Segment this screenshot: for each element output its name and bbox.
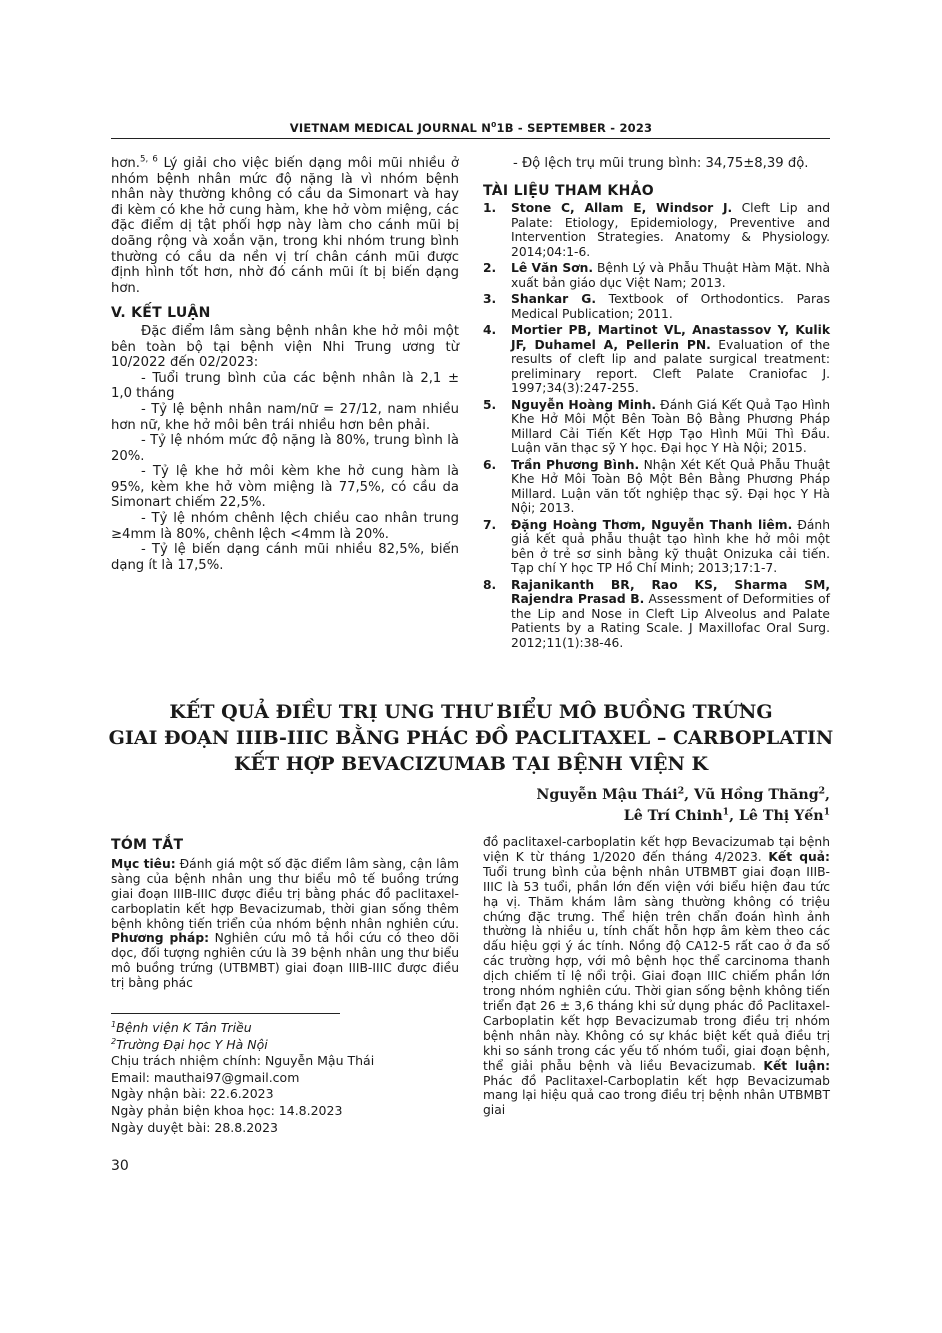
author-line: Nguyễn Mậu Thái$^2$, Vũ Hồng Thăng$^2$, [536,785,830,803]
reference-number: 4. [483,323,497,338]
issue-date: 1B - SEPTEMBER - 2023 [496,121,653,135]
discussion-paragraph: hơn.$^{5, 6}$ Lý giải cho việc biến dạng môi mũi nhiều ở nhóm bệnh nhân mức độ nặng là vì nhóm bệnh nhân này thường không có cầu da Simonart và hay đi kèm có khe hở cung hàm, khe hở vòm miệng, các đặc điểm dị tật phối hợp này làm cho cánh mũi bị doãng rộng và xoắn vặn, trong khi nhóm trung bình thường có cầu da nền vị trí chân cánh mũi được định hình tốt hơn, nhờ đó cánh mũi ít bị biến dạng hơn. [111,154,460,296]
footnote-line: Ngày duyệt bài: 28.8.2023 [111,1119,279,1135]
section-conclusion-title: V. KẾT LUẬN [111,305,211,322]
reference-number: 7. [483,517,497,532]
reference-item [483,261,830,290]
title-line: KẾT HỢP BEVACIZUMAB TẠI BỆNH VIỆN K [233,753,709,775]
reference-text: Evaluation of the results of cleft lip and palate surgical treatment: preliminary report. Cleft Palate Craniofac J. 1997;34(3):247-255. [511,337,830,396]
footnote-line: $^2$Trường Đại học Y Hà Nội [111,1035,268,1052]
author-name: Vũ Hồng Thăng [694,787,819,803]
footnote-line: Ngày nhận bài: 22.6.2023 [111,1086,274,1102]
reference-item [483,292,830,321]
reference-authors: Shankar G. [511,292,596,307]
title-line: GIAI ĐOẠN IIIB-IIIC BẰNG PHÁC ĐỒ PACLITAXEL – CARBOPLATIN [108,727,834,749]
reference-list [483,201,830,650]
reference-authors: Stone C, Allam E, Windsor J. [511,201,733,216]
author-name: Nguyễn Mậu Thái [536,787,678,803]
reference-text: Nhận Xét Kết Quả Phẫu Thuật Khe Hở Môi Toàn Bộ Một Bên Bằng Phương Pháp Millard. Luận văn tốt nghiệp thạc sỹ. Đại học Y Hà Nội; 2013. [511,457,830,516]
reference-authors: Lê Văn Sơn. [511,261,594,276]
footnote-line: Chịu trách nhiệm chính: Nguyễn Mậu Thái [111,1053,375,1069]
conclusion-bullet: - Tuổi trung bình của các bệnh nhân là 2,1 ± 1,0 tháng [111,370,459,402]
reference-text: Textbook of Orthodontics. Paras Medical Publication; 2011. [511,292,830,321]
abstract-right-column [483,835,830,1118]
reference-text: Đánh Giá Kết Quả Tạo Hình Khe Hở Môi Một Bên Toàn Bộ Bằng Phương Pháp Millard Cải Tiến Kết Hợp Tạo Hình Mũi Thì Đầu. Luận văn thạc sỹ Y học. Đại học Y Hà Nội; 2015. [511,397,830,456]
author-line: Lê Trí Chinh$^1$, Lê Thị Yến$^1$ [623,806,830,824]
conclusion-bullet: - Tỷ lệ khe hở môi kèm khe hở cung hàm là 95%, kèm khe hở vòm miệng là 77,5%, có cầu da Simonart chiếm 22,5%. [111,464,459,511]
reference-text: Đánh giá kết quả phẫu thuật tạo hình khe hở môi một bên ở trẻ sơ sinh bằng kỹ thuật Onizuka cải tiến. Tạp chí Y học TP Hồ Chí Minh; 2013;17:1-7. [511,517,830,576]
abstract-paragraph-continued: đồ paclitaxel-carboplatin kết hợp Bevacizumab tại bệnh viện K từ tháng 1/2020 đến tháng 4/2023. Kết quả: Tuổi trung bình của bệnh nhân UTBMBT giai đoạn IIIB-IIIC là 53 tuổi, phần lớn đến viện với biểu hiện đau tức hạ vị. Thăm khám lâm sàng thường không có triệu chứng đặc trưng. Thể hiện trên chẩn đoán hình ảnh thường là nhiều u, tính chất hỗn hợp âm kèm theo các dấu hiệu gợi ý ác tính. Nồng độ CA12-5 rất cao ở đa số các trường hợp, với mô bệnh học thể carcinoma thanh dịch chiếm tỉ lệ nổi trội. Giai đoạn IIIC chiếm phần lớn trong nhóm nghiên cứu. Thời gian sống bệnh không tiến triển đạt 26 ± 3,6 tháng khi sử dụng phác đồ Paclitaxel-Carboplatin kết hợp Bevacizumab trong điều trị nhóm bệnh nhân này. Không có sự khác biệt kết quả điều trị khi so sánh trong các yếu tố nhóm tuổi, giai đoạn bệnh, thể giải phẫu bệnh và liều Bevacizumab. Kết luận: Phác đồ Paclitaxel-Carboplatin kết hợp Bevacizumab mang lại hiệu quả cao trong điều trị bệnh nhân UTBMBT giai [483,835,831,1118]
reference-text: Cleft Lip and Palate: Etiology, Epidemiology, Preventive and Intervention Strategies. Anatomy & Physiology. 2014;04:1-6. [511,201,830,259]
abstract-paragraph: Mục tiêu: Đánh giá một số đặc điểm lâm sàng, cận lâm sàng của bệnh nhân ung thư biểu mô tế buồng trứng giai đoạn IIIB-IIIC được điều trị bằng phác đồ paclitaxel-carboplatin kết hợp Bevacizumab, thời gian sống thêm bệnh không tiến triển của nhóm bệnh nhân nghiên cứu. Phương pháp: Nghiên cứu mô tả hồi cứu có theo dõi dọc, đối tượng nghiên cứu là 39 bệnh nhân ung thư biểu mô buồng trứng (UTBMBT) giai đoạn IIIB-IIIC được điều trị bằng phác [111,856,459,991]
conclusion-intro: Đặc điểm lâm sàng bệnh nhân khe hở môi một bên toàn bộ tại bệnh viện Nhi Trung ương từ 10/2022 đến 02/2023: [111,323,459,371]
footnote-line: Ngày phản biện khoa học: 14.8.2023 [111,1102,343,1118]
reference-item [483,201,830,259]
reference-number: 2. [483,261,497,276]
issue-number-sup: 0 [491,120,497,130]
reference-text: Bệnh Lý và Phẫu Thuật Hàm Mặt. Nhà xuất bản giáo dục Việt Nam; 2013. [511,261,830,290]
conclusion-bullets [111,371,459,574]
reference-number: 1. [483,201,497,216]
left-column [111,156,459,573]
conclusion-bullet: - Tỷ lệ bệnh nhân nam/nữ = 27/12, nam nhiều hơn nữ, khe hở môi bên trái nhiều hơn bên phải. [111,401,459,433]
reference-item [483,578,830,651]
reference-item [483,518,830,576]
reference-number: 6. [483,457,497,472]
conclusion-bullet: - Tỷ lệ nhóm chênh lệch chiều cao nhân trung ≥4mm là 80%, chênh lệch <4mm là 20%. [111,511,459,542]
abstract-title: TÓM TẮT [111,837,184,853]
footnotes [111,1020,374,1136]
author-list [536,785,830,827]
right-column [483,156,830,652]
header-rule [111,138,830,139]
references-title: TÀI LIỆU THAM KHẢO [483,182,654,199]
footnote-line: Email: mauthai97@gmail.com [111,1069,300,1085]
article-title [0,699,942,777]
reference-text: Assessment of Deformities of the Lip and Nose in Cleft Lip Alveolus and Palate Patients by a Rating Scale. J Maxillofac Oral Surg. 2012;11(1):38-46. [511,592,830,650]
journal-header [0,121,942,135]
reference-item [483,398,830,456]
reference-authors: Nguyễn Hoàng Minh. [511,397,657,412]
title-line: KẾT QUẢ ĐIỀU TRỊ UNG THƯ BIỂU MÔ BUỒNG TRỨNG [169,701,773,723]
reference-authors: Trần Phương Bình. [511,457,640,472]
conclusion-bullet: - Độ lệch trụ mũi trung bình: 34,75±8,39 độ. [513,156,809,171]
reference-number: 5. [483,397,497,412]
reference-number: 3. [483,292,497,307]
abstract-left-column [111,838,459,991]
conclusion-bullet: - Tỷ lệ nhóm mức độ nặng là 80%, trung bình là 20%. [111,433,459,464]
author-name: Lê Thị Yến [738,808,824,824]
reference-authors: Rajanikanth BR, Rao KS, Sharma SM, Rajendra Prasad B. [511,577,830,607]
reference-item [483,323,830,396]
reference-number: 8. [483,577,497,592]
footnote-line: $^1$Bệnh viện K Tân Triều [111,1018,252,1035]
author-name: Lê Trí Chinh [623,808,723,824]
page-number: 30 [111,1158,129,1174]
journal-name: VIETNAM MEDICAL JOURNAL N [289,121,492,135]
footnote-rule [111,1013,340,1014]
reference-authors: Đặng Hoàng Thơm, Nguyễn Thanh liêm. [511,517,793,532]
reference-authors: Mortier PB, Martinot VL, Anastassov Y, Kulik JF, Duhamel A, Pellerin PN. [511,323,830,352]
conclusion-bullet: - Tỷ lệ biến dạng cánh mũi nhiều 82,5%, biến dạng ít là 17,5%. [111,542,459,573]
reference-item [483,458,830,516]
